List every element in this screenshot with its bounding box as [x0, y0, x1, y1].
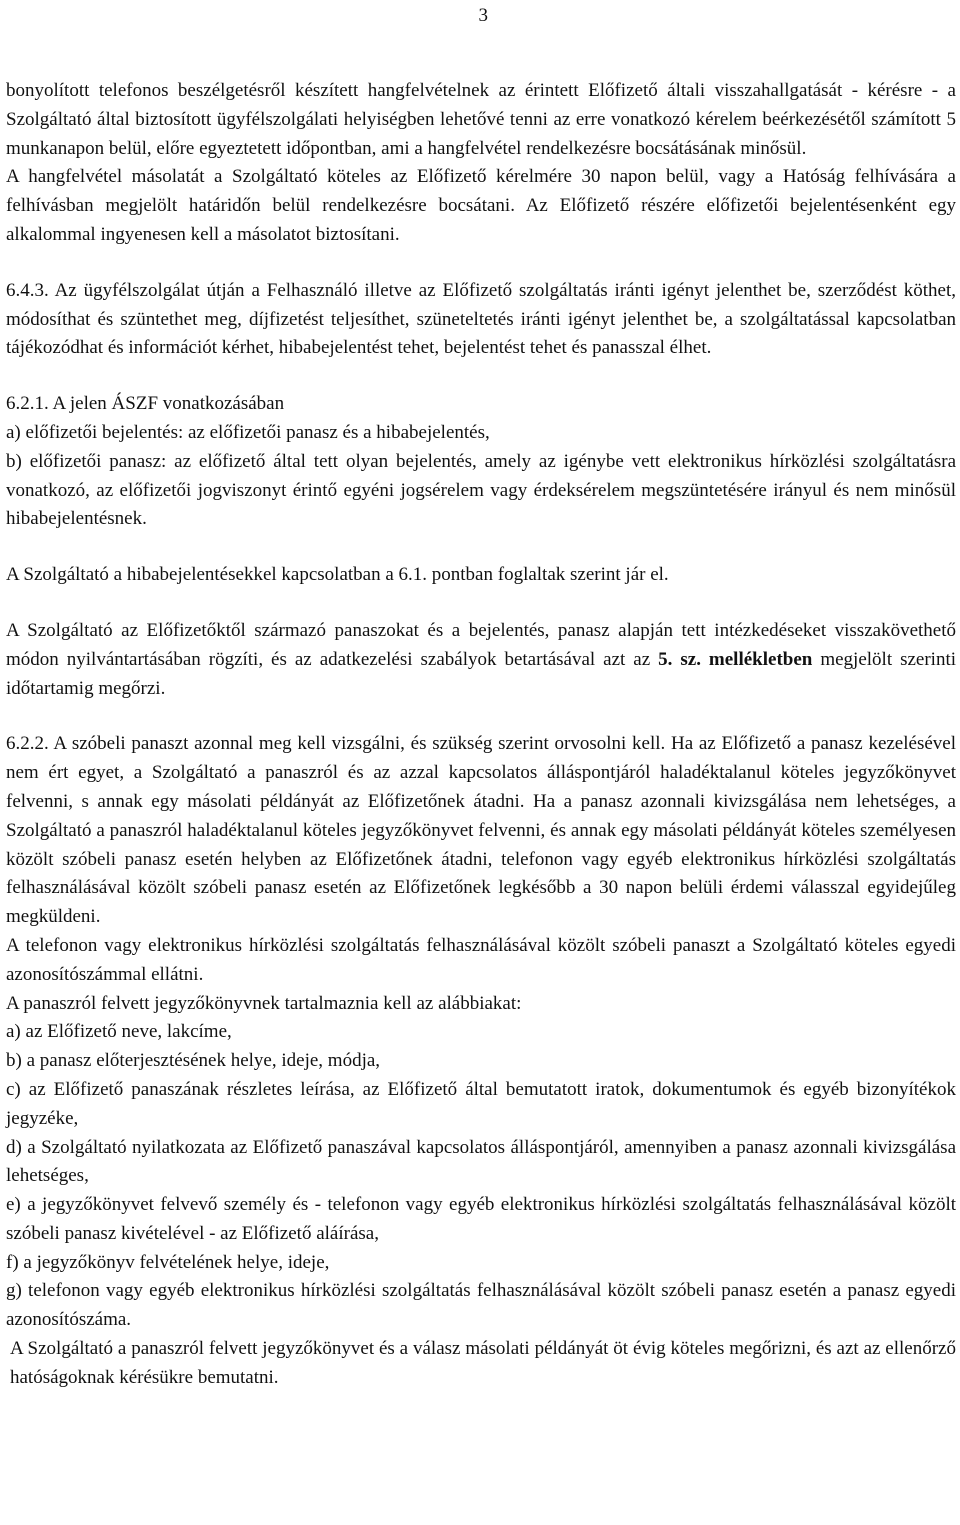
paragraph-minutes-contents: A panaszról felvett jegyzőkönyvnek tartalmaznia kell az alábbiakat:	[6, 992, 522, 1014]
paragraph-6-4-3: 6.4.3. Az ügyfélszolgálat útján a Felhasználó illetve az Előfizető szolgáltatás iránti igényt jelenthet be, szerződést köthet, módosíthat és szüntethet meg, díjfizetést teljesíthet, szüneteltetés iránti igényt jelenthet be, a szolgáltatással kapcsolatban tájékozódhat és információt kérhet, hibabejelentést tehet, bejelentést tehet és panasszal élhet.	[6, 279, 956, 359]
list-item-c: c) az Előfizető panaszának részletes leírása, az Előfizető által bemutatott iratok, dokumentumok és egyéb bizonyítékok jegyzéke,	[6, 1078, 956, 1129]
complaint-records-text-end: megjelölt szerinti időtartamig megőrzi.	[6, 648, 956, 699]
list-item-g: g) telefonon vagy egyéb elektronikus hírközlési szolgáltatás felhasználásával közölt szóbeli panasz esetén a panasz egyedi azonosítószáma.	[6, 1280, 956, 1331]
list-item-d: d) a Szolgáltató nyilatkozata az Előfizető panaszával kapcsolatos álláspontjáról, amennyiben a panasz azonnali kivizsgálása lehetséges,	[6, 1136, 956, 1187]
paragraph-6-2-2: 6.2.2. A szóbeli panaszt azonnal meg kell vizsgálni, és szükség szerint orvosolni kell. Ha az Előfizető a panasz kezelésével nem ért egyet, a Szolgáltató a panaszról és az azzal kapcsolatos álláspontjáról haladéktalanul köteles jegyzőkönyvet felvenni, s annak egy másolati példányát az Előfizetőnek átadni. Ha a panasz azonnali kivizsgálása nem lehetséges, a Szolgáltató a panaszról haladéktalanul köteles jegyzőkönyvet felvenni, és annak egy másolati példányát köteles személyesen közölt szóbeli panasz esetén helyben az Előfizetőnek átadni, telefonon vagy egyéb elektronikus hírközlési szolgáltatás felhasználásával közölt szóbeli panasz esetén az Előfizetőnek legkésőbb a 30 napon belüli érdemi válasszal egyidejűleg megküldeni.	[6, 733, 956, 928]
list-item-f: f) a jegyzőkönyv felvételének helye, ideje,	[6, 1251, 330, 1273]
document-body	[6, 77, 956, 1393]
list-item-b: b) a panasz előterjesztésének helye, ideje, módja,	[6, 1050, 381, 1072]
definition-b: b) előfizetői panasz: az előfizető által tett olyan bejelentés, amely az igénybe vett elektronikus hírközlési szolgáltatásra vonatkozó, az előfizetői jogviszonyt érintő egyéni jogsérelem vagy érdeksérelem megszüntetésére irányul és nem minősül hibabejelentésnek.	[6, 450, 956, 530]
page-number: 3	[478, 5, 488, 26]
paragraph-recording-playback: bonyolított telefonos beszélgetésről készített hangfelvételnek az érintett Előfizető általi visszahallgatását - kérésre - a Szolgáltató által biztosított ügyfélszolgálati helyiségben lehetővé tenni az erre vonatkozó kérelem beérkezésétől számított 5 munkanapon belül, előre egyeztetett időpontban, ami a hangfelvétel rendelkezésre bocsátásának minősül.	[6, 80, 956, 159]
list-item-a: a) az Előfizető neve, lakcíme,	[6, 1021, 232, 1043]
paragraph-fault-reports: A Szolgáltató a hibabejelentésekkel kapcsolatban a 6.1. pontban foglaltak szerint jár el.	[6, 564, 669, 586]
paragraph-complaint-records	[6, 617, 956, 703]
annex-reference: 5. sz. mellékletben	[658, 648, 813, 670]
paragraph-retention: A Szolgáltató a panaszról felvett jegyzőkönyvet és a válasz másolati példányát öt évig köteles megőrizni, és azt az ellenőrző hatóságoknak kérésükre bemutatni.	[10, 1338, 956, 1388]
complaint-records-text: A Szolgáltató az Előfizetőktől származó panaszokat és a bejelentés, panasz alapján tett intézkedéseket visszakövethető módon nyilvántartásában rögzíti, és az adatkezelési szabályok betartásával azt az	[6, 619, 956, 670]
definition-a: a) előfizetői bejelentés: az előfizetői panasz és a hibabejelentés,	[6, 421, 490, 443]
paragraph-identifier: A telefonon vagy elektronikus hírközlési szolgáltatás felhasználásával közölt szóbeli panaszt a Szolgáltató köteles egyedi azonosítószámmal ellátni.	[6, 934, 956, 985]
paragraph-recording-copy: A hangfelvétel másolatát a Szolgáltató köteles az Előfizető kérelmére 30 napon belül, vagy a Hatóság felhívására a felhívásban megjelölt határidőn belül rendelkezésre bocsátani. Az Előfizető részére előfizetői bejelentésenként egy alkalommal ingyenesen kell a másolatot biztosítani.	[6, 166, 956, 245]
heading-6-2-1: 6.2.1. A jelen ÁSZF vonatkozásában	[6, 393, 285, 415]
list-item-e: e) a jegyzőkönyvet felvevő személy és - telefonon vagy egyéb elektronikus hírközlési szolgáltatás felhasználásával közölt szóbeli panasz kivételével - az Előfizető aláírása,	[6, 1194, 956, 1244]
